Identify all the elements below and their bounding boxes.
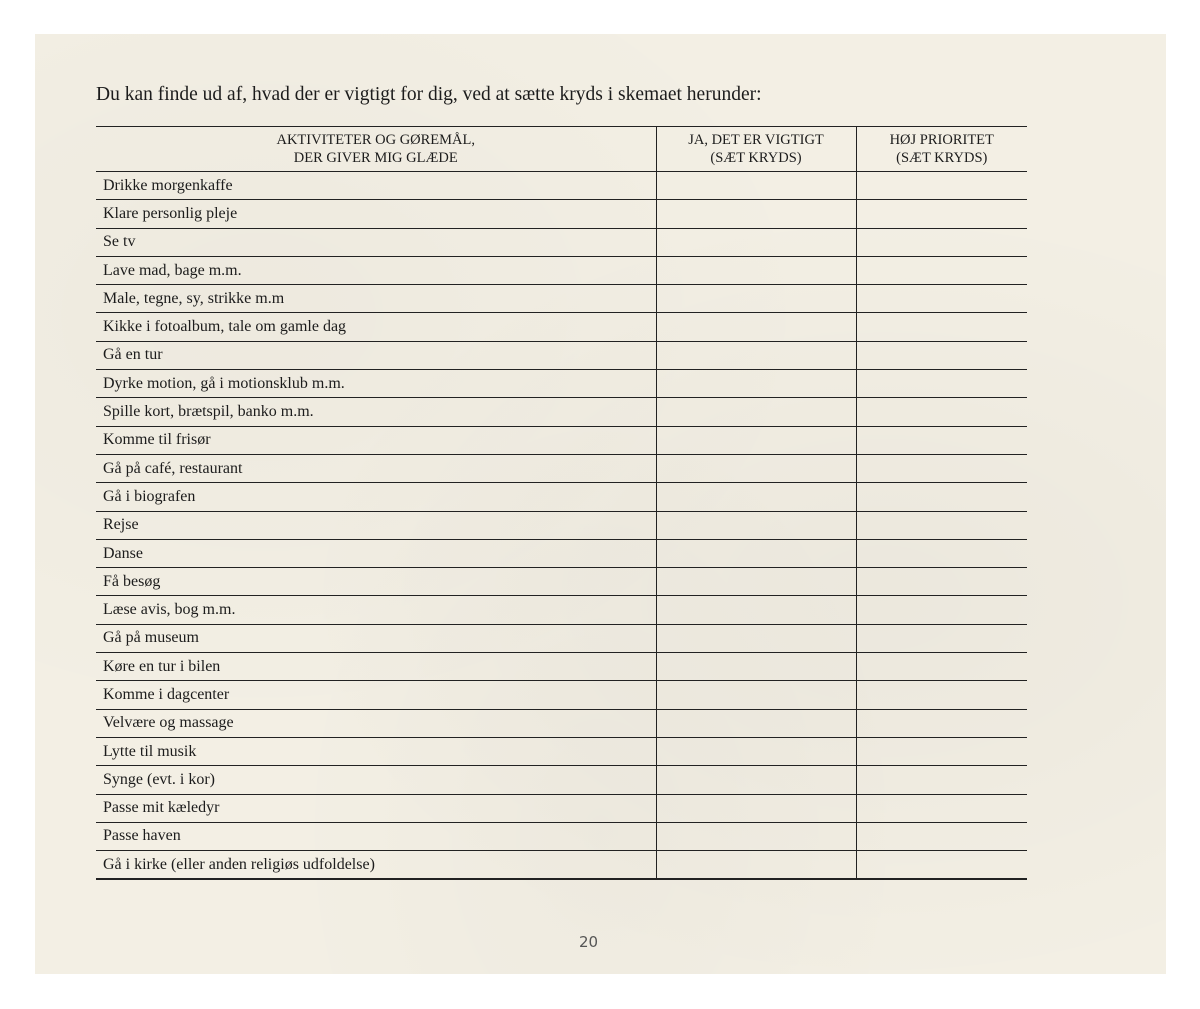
important-check-cell[interactable]: [656, 200, 856, 228]
activity-label: Gå i biografen: [96, 483, 656, 511]
activity-label: Lave mad, bage m.m.: [96, 256, 656, 284]
high-priority-check-cell[interactable]: [856, 766, 1027, 794]
activity-label: Gå på café, restaurant: [96, 454, 656, 482]
high-priority-check-cell[interactable]: [856, 653, 1027, 681]
high-priority-check-cell[interactable]: [856, 200, 1027, 228]
activity-table: [96, 126, 1027, 880]
high-priority-check-cell[interactable]: [856, 313, 1027, 341]
header-important: [656, 127, 856, 172]
high-priority-check-cell[interactable]: [856, 426, 1027, 454]
activity-label: Få besøg: [96, 568, 656, 596]
table-row: [96, 766, 1027, 794]
important-check-cell[interactable]: [656, 426, 856, 454]
table-row: [96, 709, 1027, 737]
high-priority-check-cell[interactable]: [856, 624, 1027, 652]
important-check-cell[interactable]: [656, 483, 856, 511]
high-priority-check-cell[interactable]: [856, 172, 1027, 200]
activity-label: Velvære og massage: [96, 709, 656, 737]
important-check-cell[interactable]: [656, 172, 856, 200]
important-check-cell[interactable]: [656, 313, 856, 341]
table-row: [96, 228, 1027, 256]
header-activities-line2: DER GIVER MIG GLÆDE: [293, 150, 458, 166]
important-check-cell[interactable]: [656, 285, 856, 313]
high-priority-check-cell[interactable]: [856, 454, 1027, 482]
header-activities: [96, 127, 656, 172]
table-row: [96, 256, 1027, 284]
header-activities-line1: AKTIVITETER OG GØREMÅL,: [276, 132, 476, 148]
table-row: [96, 596, 1027, 624]
table-row: [96, 737, 1027, 765]
important-check-cell[interactable]: [656, 653, 856, 681]
high-priority-check-cell[interactable]: [856, 285, 1027, 313]
table-row: [96, 851, 1027, 880]
activity-label: Komme i dagcenter: [96, 681, 656, 709]
important-check-cell[interactable]: [656, 539, 856, 567]
important-check-cell[interactable]: [656, 228, 856, 256]
table-row: [96, 398, 1027, 426]
activity-label: Synge (evt. i kor): [96, 766, 656, 794]
high-priority-check-cell[interactable]: [856, 539, 1027, 567]
table-row: [96, 681, 1027, 709]
table-row: [96, 200, 1027, 228]
table-row: [96, 568, 1027, 596]
high-priority-check-cell[interactable]: [856, 822, 1027, 850]
activity-label: Spille kort, brætspil, banko m.m.: [96, 398, 656, 426]
activity-label: Komme til frisør: [96, 426, 656, 454]
high-priority-check-cell[interactable]: [856, 851, 1027, 880]
important-check-cell[interactable]: [656, 681, 856, 709]
activity-label: Passe mit kæledyr: [96, 794, 656, 822]
header-high-priority-line2: (SÆT KRYDS): [896, 150, 988, 166]
table-row: [96, 539, 1027, 567]
activity-label: Danse: [96, 539, 656, 567]
high-priority-check-cell[interactable]: [856, 398, 1027, 426]
activity-label: Passe haven: [96, 822, 656, 850]
activity-label: Se tv: [96, 228, 656, 256]
high-priority-check-cell[interactable]: [856, 511, 1027, 539]
high-priority-check-cell[interactable]: [856, 483, 1027, 511]
important-check-cell[interactable]: [656, 737, 856, 765]
important-check-cell[interactable]: [656, 624, 856, 652]
activity-label: Drikke morgenkaffe: [96, 172, 656, 200]
activity-label: Klare personlig pleje: [96, 200, 656, 228]
header-high-priority: [856, 127, 1027, 172]
table-row: [96, 794, 1027, 822]
document-page: [35, 34, 1166, 974]
table-row: [96, 313, 1027, 341]
high-priority-check-cell[interactable]: [856, 370, 1027, 398]
table-row: [96, 454, 1027, 482]
activity-label: Dyrke motion, gå i motionsklub m.m.: [96, 370, 656, 398]
important-check-cell[interactable]: [656, 766, 856, 794]
table-row: [96, 653, 1027, 681]
table-row: [96, 341, 1027, 369]
important-check-cell[interactable]: [656, 370, 856, 398]
important-check-cell[interactable]: [656, 398, 856, 426]
high-priority-check-cell[interactable]: [856, 737, 1027, 765]
activity-label: Gå i kirke (eller anden religiøs udfoldelse): [96, 851, 656, 880]
important-check-cell[interactable]: [656, 568, 856, 596]
table-row: [96, 511, 1027, 539]
table-row: [96, 624, 1027, 652]
table-row: [96, 285, 1027, 313]
high-priority-check-cell[interactable]: [856, 228, 1027, 256]
activity-label: Lytte til musik: [96, 737, 656, 765]
header-important-line2: (SÆT KRYDS): [710, 150, 802, 166]
activity-label: Gå på museum: [96, 624, 656, 652]
high-priority-check-cell[interactable]: [856, 709, 1027, 737]
table-row: [96, 370, 1027, 398]
activity-label: Gå en tur: [96, 341, 656, 369]
important-check-cell[interactable]: [656, 454, 856, 482]
high-priority-check-cell[interactable]: [856, 341, 1027, 369]
high-priority-check-cell[interactable]: [856, 596, 1027, 624]
activity-label: Kikke i fotoalbum, tale om gamle dag: [96, 313, 656, 341]
table-header-row: [96, 127, 1027, 172]
activity-label: Læse avis, bog m.m.: [96, 596, 656, 624]
important-check-cell[interactable]: [656, 596, 856, 624]
table-row: [96, 822, 1027, 850]
header-important-line1: JA, DET ER VIGTIGT: [688, 132, 824, 148]
header-high-priority-line1: HØJ PRIORITET: [889, 132, 994, 148]
important-check-cell[interactable]: [656, 822, 856, 850]
high-priority-check-cell[interactable]: [856, 568, 1027, 596]
table-row: [96, 483, 1027, 511]
important-check-cell[interactable]: [656, 709, 856, 737]
activity-label: Køre en tur i bilen: [96, 653, 656, 681]
activity-label: Rejse: [96, 511, 656, 539]
important-check-cell[interactable]: [656, 794, 856, 822]
table-row: [96, 426, 1027, 454]
table-row: [96, 172, 1027, 200]
important-check-cell[interactable]: [656, 341, 856, 369]
high-priority-check-cell[interactable]: [856, 794, 1027, 822]
activity-rows: [96, 172, 1027, 880]
high-priority-check-cell[interactable]: [856, 256, 1027, 284]
intro-text: Du kan finde ud af, hvad der er vigtigt for dig, ved at sætte kryds i skemaet herunder:: [96, 84, 762, 105]
activity-label: Male, tegne, sy, strikke m.m: [96, 285, 656, 313]
high-priority-check-cell[interactable]: [856, 681, 1027, 709]
important-check-cell[interactable]: [656, 511, 856, 539]
page-number: 20: [578, 933, 599, 951]
important-check-cell[interactable]: [656, 851, 856, 880]
important-check-cell[interactable]: [656, 256, 856, 284]
